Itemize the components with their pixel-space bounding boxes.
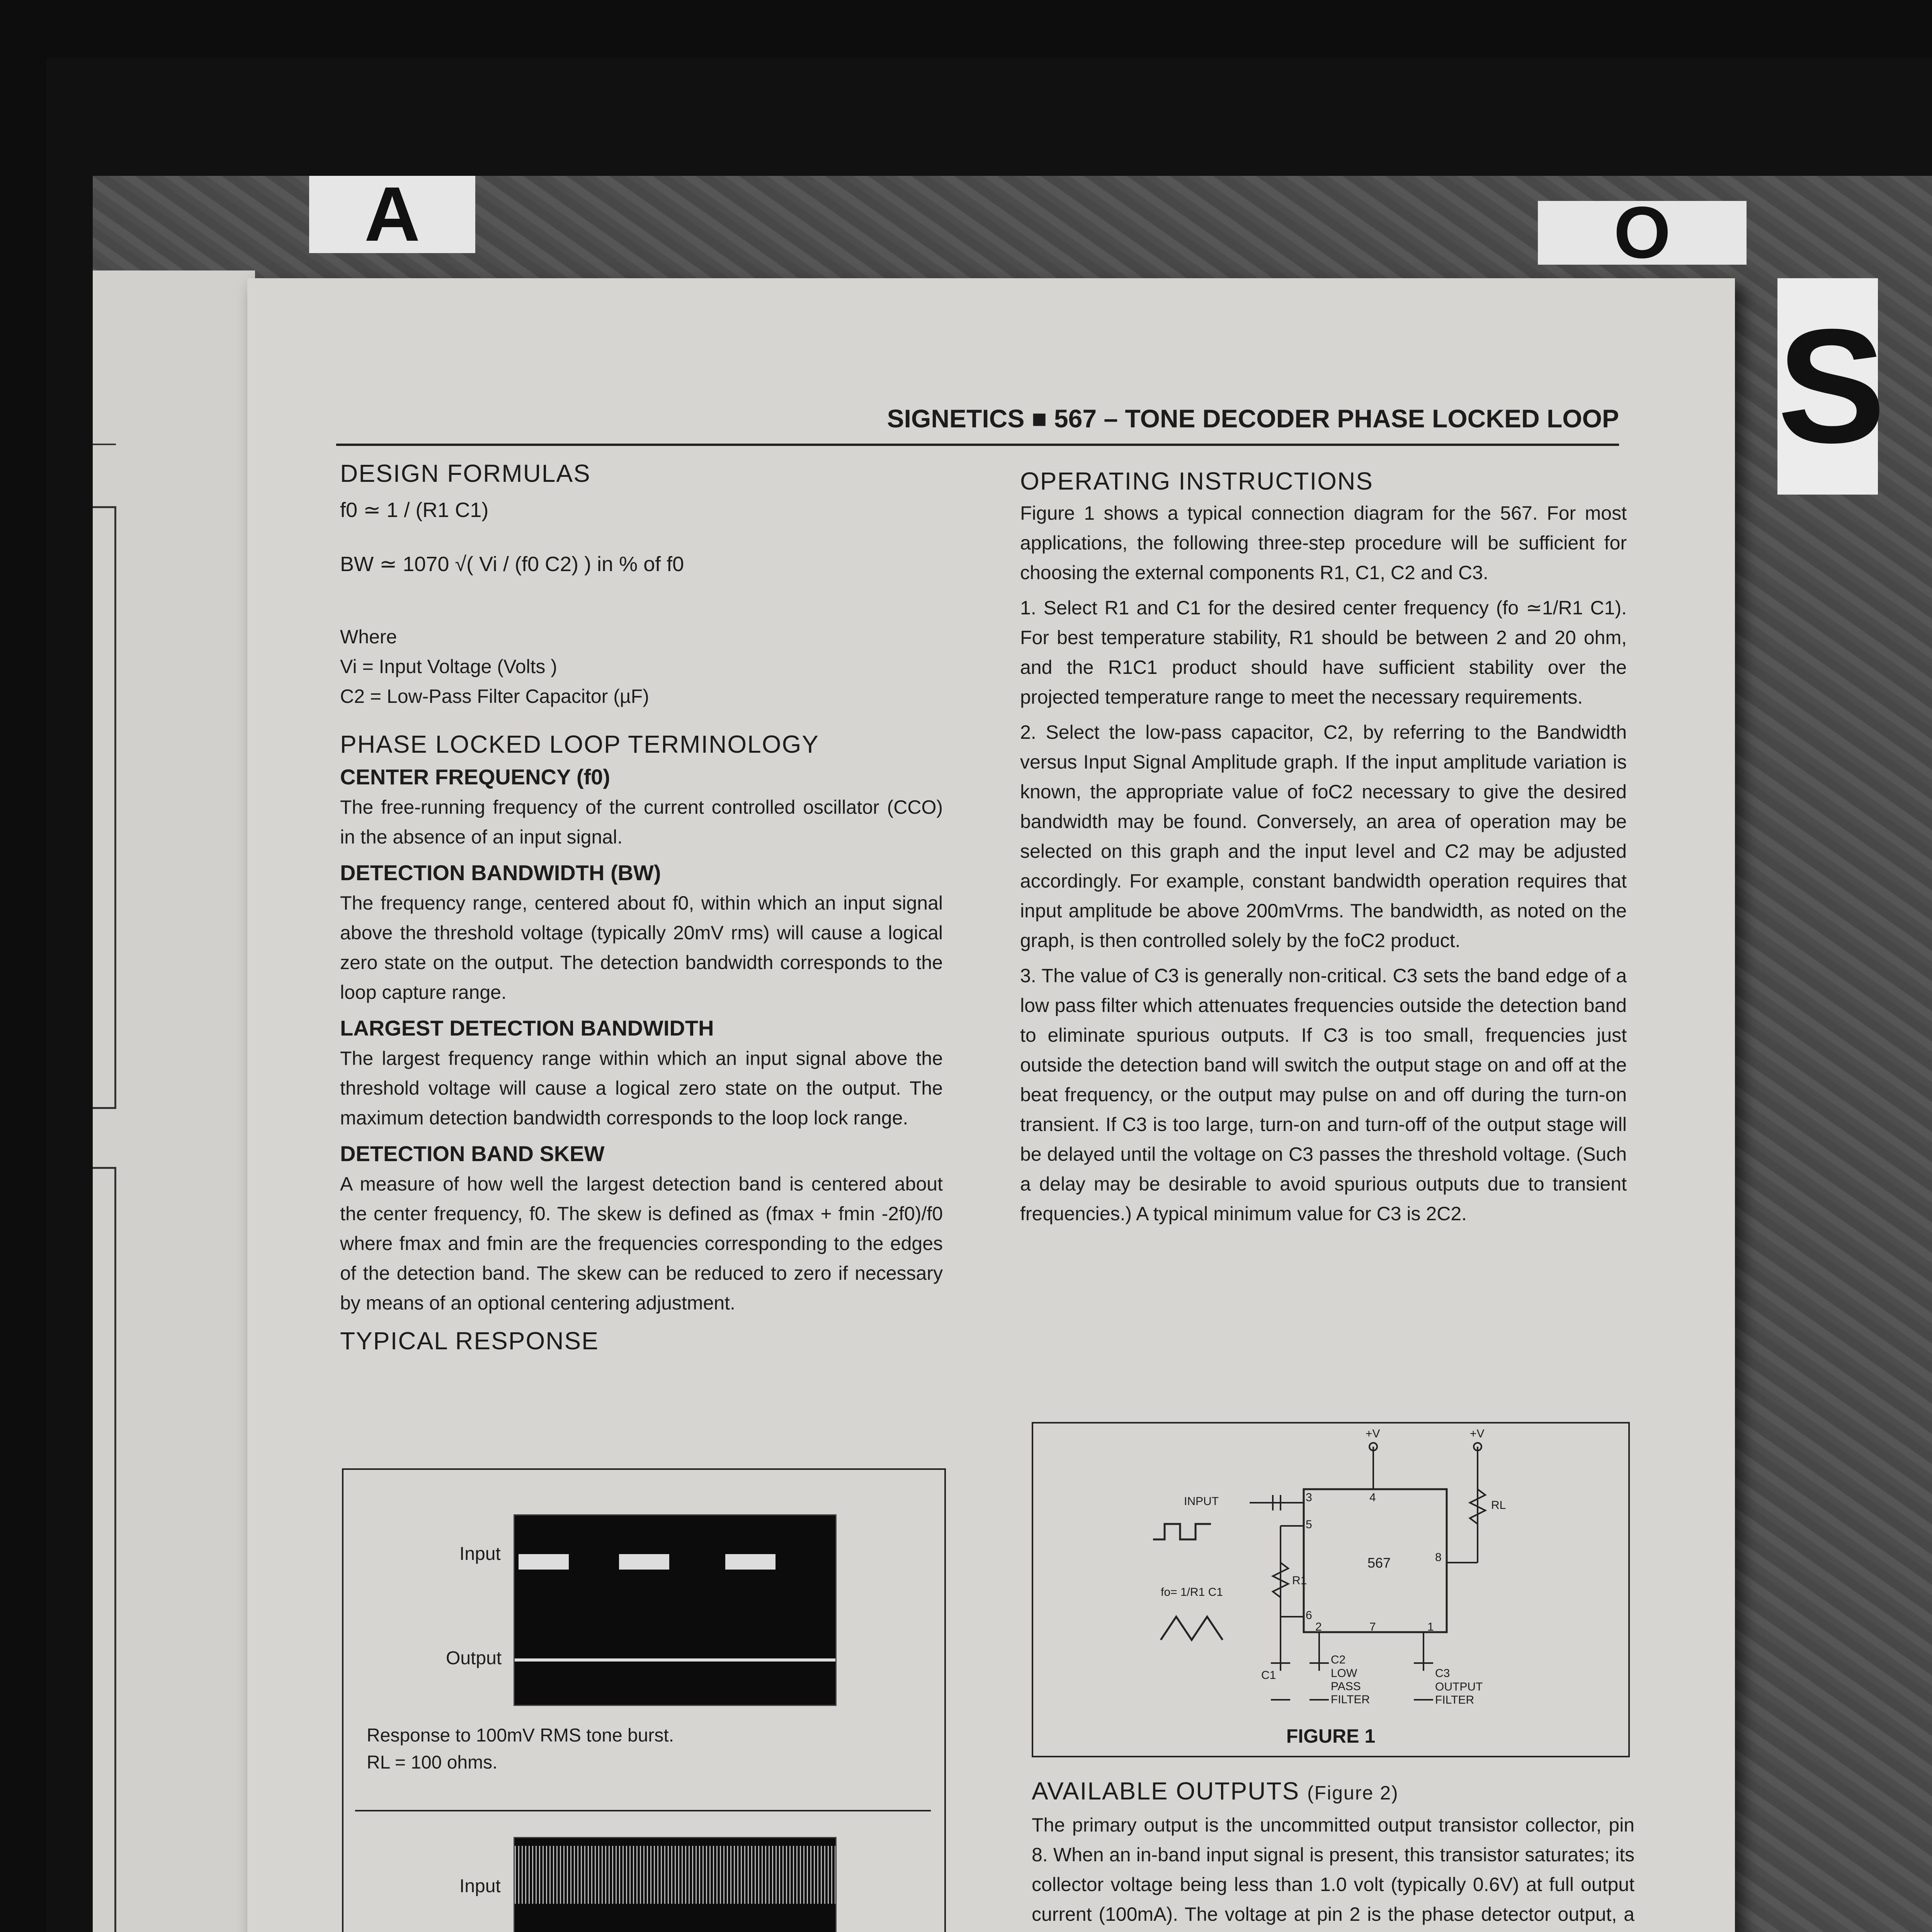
term-text: The frequency range, centered about f0, within which an input signal above the threshold voltage (typically 20mV rms) will cause a logical zero state on the output. The detection bandwidth corresponds to the loop capture range.	[340, 892, 943, 1003]
low-pass-filter-label: LOW PASS FILTER	[1331, 1667, 1370, 1706]
pin-label: 1	[1427, 1621, 1434, 1633]
operating-step-2: 2. Select the low-pass capacitor, C2, by referring to the Bandwidth versus Input Signal Amplitude graph. If the input amplitude variation is known, the appropriate value of foC2 necessary to give the desired bandwidth may be found. Conversely, an area of operation may be selected on this graph and the input level and C2 may be adjusted accordingly. For example, constant bandwidth operation requires that input amplitude be above 200mVrms. The bandwidth, as noted on the graph, is then controlled solely by the foC2 product.	[1020, 721, 1627, 951]
typical-response-heading: TYPICAL RESPONSE	[340, 1327, 599, 1355]
input-label: INPUT	[1184, 1495, 1219, 1508]
index-tab-a: A	[309, 176, 475, 253]
operating-instructions-heading: OPERATING INSTRUCTIONS	[1020, 467, 1373, 495]
c3-label: C3	[1435, 1667, 1450, 1680]
pin-label: 8	[1435, 1551, 1442, 1564]
pin-label: 5	[1306, 1518, 1312, 1531]
left-column	[340, 456, 943, 1358]
vplus-label: +V	[1470, 1427, 1485, 1440]
term-heading: DETECTION BAND SKEW	[340, 1141, 605, 1166]
scope-input-label: Input	[459, 1876, 501, 1896]
chip-label: 567	[1367, 1555, 1391, 1571]
pin-label: 4	[1369, 1491, 1376, 1504]
figure-1-caption: FIGURE 1	[1286, 1725, 1376, 1747]
pin-label: 3	[1306, 1491, 1312, 1504]
oscilloscope-trace-bottom	[514, 1837, 837, 1932]
available-outputs-heading	[1032, 1774, 1634, 1810]
term-heading: DETECTION BANDWIDTH (BW)	[340, 861, 661, 885]
c2-definition: C2 = Low-Pass Filter Capacitor (µF)	[340, 685, 649, 707]
response-divider	[355, 1810, 931, 1811]
right-column	[1020, 464, 1627, 1234]
index-tab-s: S	[1777, 278, 1878, 495]
term-text: The free-running frequency of the current controlled oscillator (CCO) in the absence of an input signal.	[340, 796, 943, 848]
operating-step-1: 1. Select R1 and C1 for the desired center frequency (fo ≃1/R1 C1). For best temperature stability, R1 should be between 2 and 20 ohm, and the R1C1 product should have sufficient stability over the projected temperature range to meet the necessary requirements.	[1020, 597, 1627, 708]
rl-resistor-label: RL	[1491, 1499, 1506, 1512]
left-page-box-bottom	[93, 1167, 116, 1932]
terminology-heading: PHASE LOCKED LOOP TERMINOLOGY	[340, 730, 819, 758]
c2-label: C2	[1331, 1653, 1346, 1666]
left-facing-page	[93, 270, 255, 1932]
operating-step-3: 3. The value of C3 is generally non-critical. C3 sets the band edge of a low pass filter which attenuates frequencies outside the detection band to eliminate spurious outputs. If C3 is too small, frequencies just outside the detection band will switch the output stage on and off at the beat frequency, or the output may pulse on and off during the turn-on transient. If C3 is too large, turn-on and turn-off of the output stage will be delayed until the voltage on C3 passes the threshold voltage. (Such a delay may be desirable to avoid spurious outputs due to transient frequencies.) A typical minimum value for C3 is 2C2.	[1020, 965, 1627, 1225]
typical-response-box	[342, 1468, 946, 1932]
figure-1-schematic	[1032, 1422, 1630, 1757]
running-header: SIGNETICS ■ 567 – TONE DECODER PHASE LOCKED LOOP	[887, 404, 1619, 433]
term-text: The largest frequency range within which an input signal above the threshold voltage will cause a logical zero state on the output. The maximum detection bandwidth corresponds to the loop lock range.	[340, 1048, 943, 1129]
left-page-rule	[93, 444, 116, 446]
term-heading: CENTER FREQUENCY (f0)	[340, 765, 611, 789]
r1-label: R1	[1292, 1574, 1307, 1587]
bw-formula: BW ≃ 1070 √( Vi / (f0 C2) ) in % of f0	[340, 553, 684, 576]
top-caption-line1: Response to 100mV RMS tone burst.	[367, 1725, 674, 1746]
scope-input-label: Input	[459, 1544, 501, 1564]
available-outputs-title: AVAILABLE OUTPUTS	[1032, 1777, 1300, 1805]
available-outputs-section	[1032, 1774, 1634, 1932]
term-text: A measure of how well the largest detection band is centered about the center frequency, f0. The skew is defined as (fmax + fmin -2f0)/f0 where fmax and fmin are the frequencies corresponding to the edges of the detection band. The skew can be reduced to zero if necessary by means of an optional centering adjustment.	[340, 1173, 943, 1314]
top-caption-line2: RL = 100 ohms.	[367, 1752, 498, 1773]
design-formulas-heading: DESIGN FORMULAS	[340, 459, 591, 487]
pin-label: 2	[1315, 1621, 1322, 1633]
left-page-box-top	[93, 506, 116, 1109]
fo-formula-label: fo= 1/R1 C1	[1161, 1586, 1223, 1599]
term-heading: LARGEST DETECTION BANDWIDTH	[340, 1016, 714, 1040]
vplus-label: +V	[1366, 1427, 1380, 1440]
scope-output-label: Output	[446, 1648, 502, 1668]
output-filter-label: OUTPUT FILTER	[1435, 1680, 1483, 1706]
index-tab-o: O	[1538, 201, 1747, 265]
where-label: Where	[340, 626, 397, 648]
header-rule	[336, 444, 1619, 446]
vi-definition: Vi = Input Voltage (Volts )	[340, 656, 557, 677]
pin-label: 6	[1306, 1609, 1312, 1622]
operating-intro: Figure 1 shows a typical connection diagram for the 567. For most applications, the following three-step procedure will be sufficient for choosing the external components R1, C1, C2 and C3.	[1020, 502, 1627, 583]
oscilloscope-trace-top	[514, 1514, 837, 1706]
available-outputs-text: The primary output is the uncommitted output transistor collector, pin 8. When an in-band input signal is present, this transistor saturates; its collector voltage being less than 1.0 volt (typically 0.6V) at full output current (100mA). The voltage at pin 2 is the phase detector output, a	[1032, 1814, 1634, 1925]
f0-formula: f0 ≃ 1 / (R1 C1)	[340, 498, 489, 522]
pin-label: 7	[1369, 1621, 1376, 1633]
figure-2-reference: (Figure 2)	[1307, 1782, 1399, 1804]
c1-label: C1	[1261, 1669, 1276, 1682]
